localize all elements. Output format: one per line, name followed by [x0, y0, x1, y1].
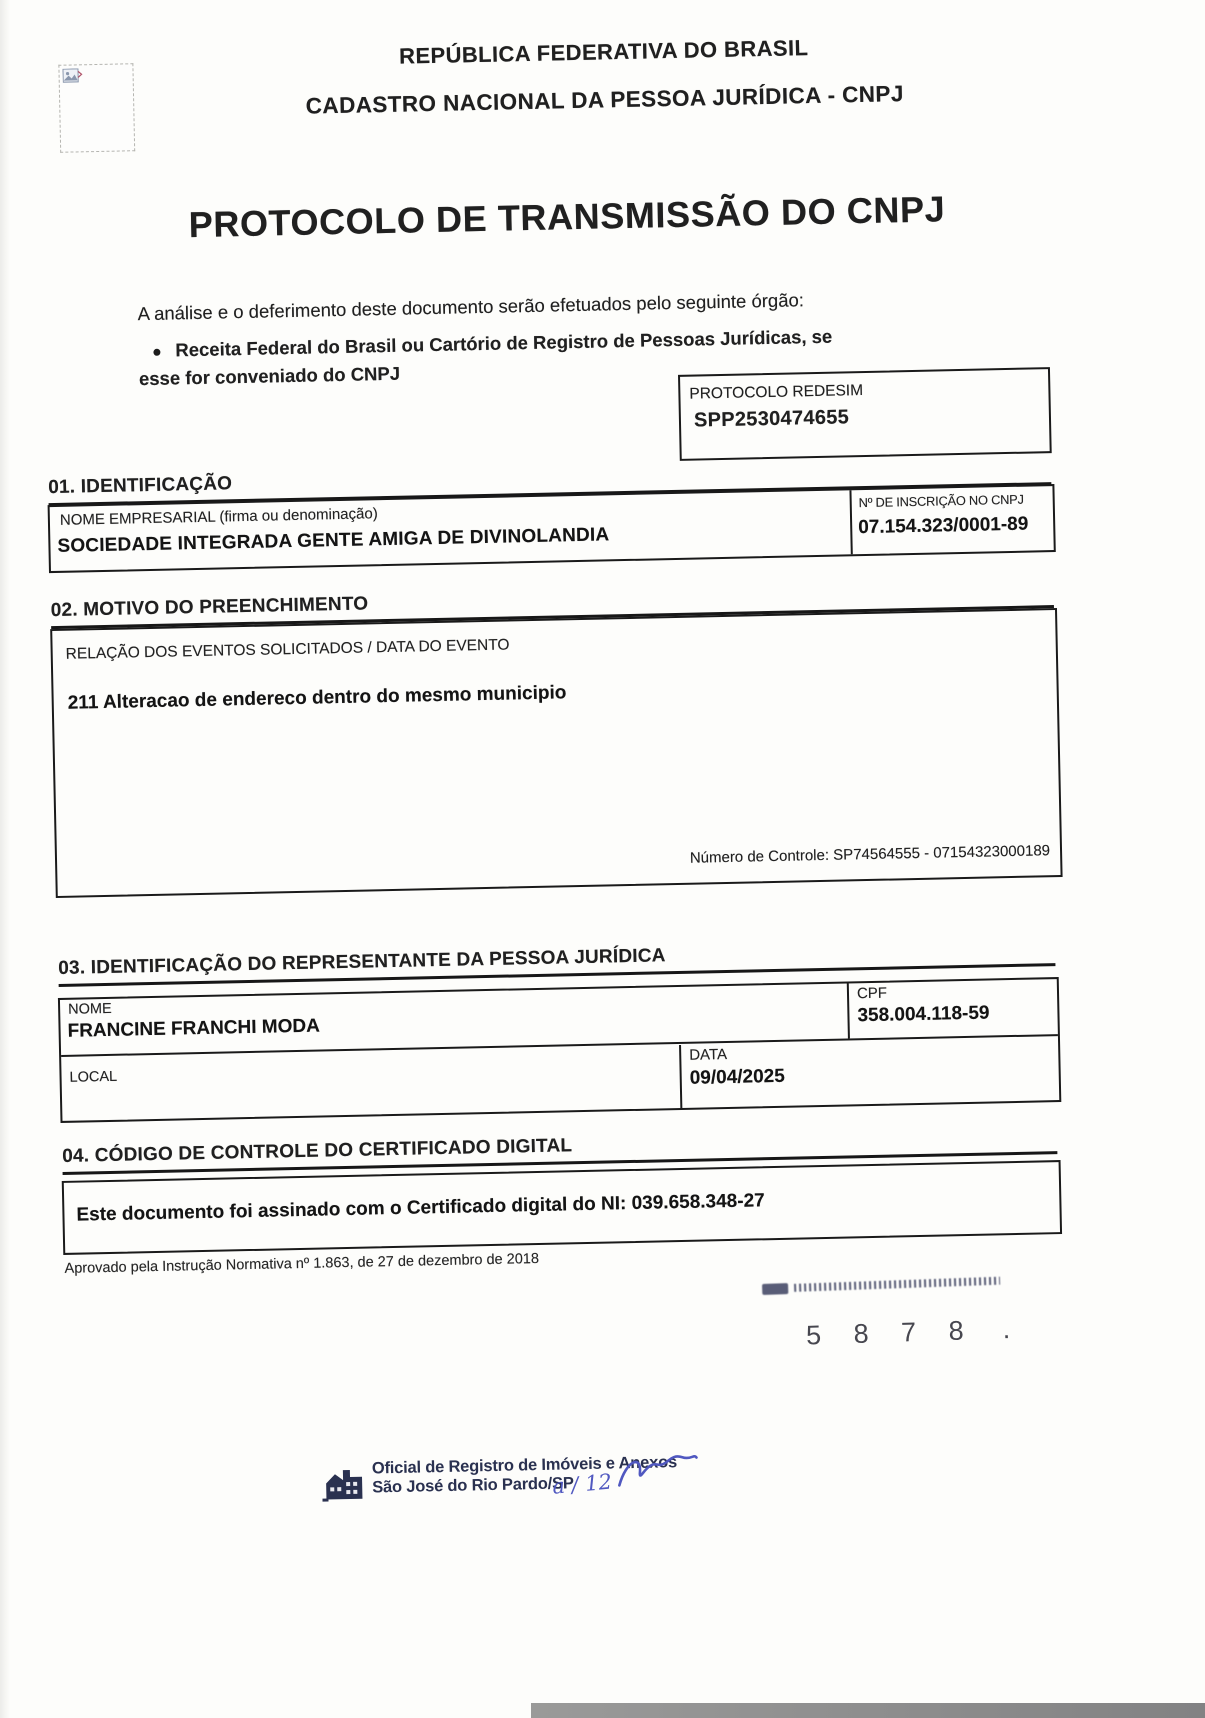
signature-flourish	[611, 1443, 702, 1500]
section-04-heading: 04. CÓDIGO DE CONTROLE DO CERTIFICADO DIGITAL	[62, 1125, 1057, 1175]
signed-text: Este documento foi assinado com o Certificado digital do NI: 039.658.348-27	[76, 1190, 765, 1226]
header-registry: CADASTRO NACIONAL DA PESSOA JURÍDICA - CNPJ	[305, 81, 904, 119]
section-02-heading: 02. MOTIVO DO PREENCHIMENTO	[51, 579, 1054, 629]
stamp-blob	[762, 1283, 788, 1295]
protocol-value: SPP2530474655	[693, 406, 850, 432]
company-name-label: NOME EMPRESARIAL (firma ou denominação)	[59, 505, 378, 529]
cnpj-cell	[851, 486, 1053, 554]
scan-edge-shadow	[0, 0, 10, 1718]
section-03-heading: 03. IDENTIFICAÇÃO DO REPRESENTANTE DA PESSOA JURÍDICA	[58, 937, 1055, 987]
registry-building-icon	[322, 1465, 367, 1509]
cpf-cell	[849, 979, 1058, 1038]
section-03-box	[58, 977, 1061, 1123]
stamp-number-dot: .	[1002, 1314, 1011, 1345]
local-cell	[61, 1044, 682, 1120]
stamp-number-digits: 5 8 7 8	[805, 1315, 974, 1351]
protocol-label: PROTOCOLO REDESIM	[689, 382, 864, 403]
registry-line1: Oficial de Registro de Imóveis e Anexos	[371, 1453, 678, 1478]
intro-bullet-line2: esse for conveniado do CNPJ	[138, 362, 401, 390]
bullet-icon	[153, 349, 160, 356]
company-name-value: SOCIEDADE INTEGRADA GENTE AMIGA DE DIVINOLANDIA	[57, 524, 610, 557]
cpf-value: 358.004.118-59	[857, 1002, 990, 1027]
smudged-stamp	[762, 1275, 1000, 1295]
date-cell	[681, 1037, 1059, 1108]
protocol-box	[678, 367, 1052, 461]
representative-name-label: NOME	[67, 1000, 112, 1018]
local-label: LOCAL	[69, 1068, 118, 1086]
cnpj-label: Nº DE INSCRIÇÃO NO CNPJ	[858, 491, 1024, 511]
event-value: 211 Alteracao de endereco dentro do mesmo municipio	[67, 682, 567, 714]
header-republic: REPÚBLICA FEDERATIVA DO BRASIL	[398, 35, 809, 69]
section-01-heading: 01. IDENTIFICAÇÃO	[48, 456, 1051, 506]
date-label: DATA	[689, 1045, 728, 1064]
section-04-box	[62, 1160, 1062, 1255]
cpf-label: CPF	[856, 984, 888, 1003]
handwritten-note: a / 12	[551, 1469, 613, 1499]
registry-line2: São José do Rio Pardo/SP	[372, 1474, 574, 1497]
approval-note: Aprovado pela Instrução Normativa nº 1.863, de 27 de dezembro de 2018	[64, 1250, 540, 1277]
events-label: RELAÇÃO DOS EVENTOS SOLICITADOS / DATA DO EVENTO	[65, 636, 510, 663]
stamp-illegible-text	[794, 1277, 1000, 1292]
representative-name-value: FRANCINE FRANCHI MODA	[67, 1015, 321, 1042]
date-value: 09/04/2025	[689, 1065, 786, 1089]
registry-stamp	[322, 1451, 743, 1520]
page-title: PROTOCOLO DE TRANSMISSÃO DO CNPJ	[188, 188, 946, 246]
intro-text: A análise e o deferimento deste documento serão efetuados pelo seguinte órgão:	[137, 289, 805, 325]
cnpj-value: 07.154.323/0001-89	[858, 513, 1029, 539]
stamp-number	[806, 1314, 1011, 1351]
scanner-artifact-bar	[531, 1703, 1205, 1718]
company-name-cell	[50, 490, 853, 571]
section-02-box	[50, 608, 1062, 898]
control-number: Número de Controle: SP74564555 - 07154323000189	[689, 842, 1051, 867]
intro-bullet-line1: Receita Federal do Brasil ou Cartório de Registro de Pessoas Jurídicas, se	[175, 325, 833, 361]
